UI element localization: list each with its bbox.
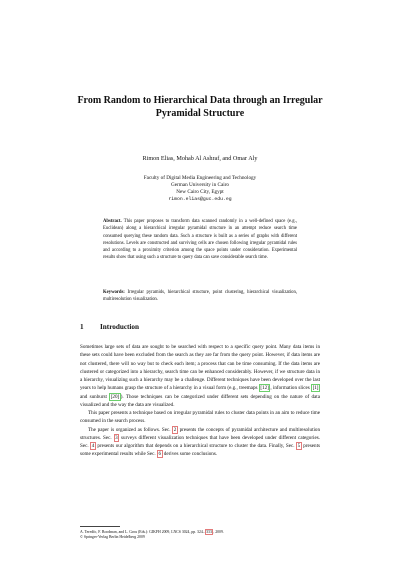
section-ref-link[interactable]: 3 (115, 434, 118, 441)
paragraph-text: The paper is organized as follows. Sec. (88, 426, 173, 433)
abstract (103, 218, 297, 262)
paper-authors: Rimon Elias, Mohab Al Ashraf, and Omar Aly (142, 155, 258, 162)
paragraph (80, 343, 320, 409)
section-heading (80, 323, 139, 331)
keywords-text: Irregular pyramids, hierarchical structure, point clustering, hierarchical visualization, multiresolution visualization. (103, 290, 297, 303)
footer-divider (80, 526, 120, 527)
paragraph: This paper presents a technique based on irregular pyramidal rules to cluster data points in an aim to reduce time consumed in the search process. (80, 410, 320, 425)
body-text (80, 343, 320, 459)
footer-text: A. Teredfo, F. Boodman, and L. Grou (Eds.): GIKFH 2009, LNCS 3024, pp. 324– (80, 530, 205, 534)
paragraph-text: Sometimes large sets of data are sought to be searched with respect to a specific query point. Many data items in these sets could have been excluded from the search as they are far from the query point. However, if data items are not clustered, there will no way but to check each item; a process that can be time consuming. If the data items are clustered or categorized into a hierarchy, search time can be enhanced considerably. However, if we structure data in a hierarchy, visualizing such a hierarchy may be a challenge. Different techniques have been developed over the last years to help humans grasp the structure of a hierarchy in a visual form (e.g., treemaps (80, 344, 320, 392)
abstract-label: Abstract. (103, 219, 122, 224)
section-ref-link[interactable]: 4 (91, 443, 95, 449)
affiliation-line-2: German University in Cairo (170, 182, 230, 188)
paragraph (80, 426, 320, 459)
paragraph-text: , information slices (270, 385, 312, 392)
affiliation (60, 175, 340, 203)
paragraph-text: presents some experimental results while Sec. (80, 443, 321, 458)
section-ref-link[interactable]: 6 (158, 451, 161, 458)
section-ref-link[interactable]: 5 (297, 443, 301, 449)
affiliation-line-1: Faculty of Digital Media Engineering and Technology (143, 175, 257, 181)
paper-title: From Random to Hierarchical Data through an Irregular Pyramidal Structure (77, 95, 323, 119)
paragraph-text: ). Those techniques can be categorized under different sets depending on the nature of data visualized and the way the data are visualized. (80, 393, 320, 408)
paragraph-text: surveys different visualization techniques that have been developed under different categories. Sec. (80, 434, 320, 449)
paragraph-text: presents the concepts of pyramidal architecture and multiresolution structures. Sec. (80, 426, 320, 441)
keywords-label: Keywords: (103, 290, 125, 295)
paragraph-text: presents our algorithm that depends on a hierarchical structure to cluster the data. Finally, Sec. (95, 443, 297, 449)
citation-link[interactable]: [1] (312, 385, 319, 392)
abstract-text: This paper proposes to transform data scanned randomly in a well-defined space (e.g., Euclidean) along a hierarchical irregular pyramidal structure in an attempt reduce search time consumed querying these random data. Such a structure is built as a series of graphs with different resolutions. Levels are constructed and surviving cells are chosen following irregular pyramidal rules and according to a proximity criterion among the space points under consideration. Experimental results show that using such a structure to query data can save considerable search time. (103, 219, 297, 261)
citation-link[interactable]: [12] (260, 385, 269, 392)
author-email[interactable]: rimon.elias@guc.edu.eg (168, 197, 232, 202)
page-ref-link[interactable]: 333 (206, 530, 212, 534)
footer-copyright: © Springer-Verlag Berlin Heidelberg 2009 (80, 535, 145, 540)
paragraph-text: and sunburst (80, 393, 110, 400)
keywords (103, 289, 297, 304)
section-title: Introduction (100, 323, 140, 331)
affiliation-line-3: New Cairo City, Egypt (176, 189, 224, 195)
footer-text: , 2009. (213, 530, 224, 534)
footer (80, 530, 320, 540)
section-number: 1 (80, 323, 84, 331)
citation-link[interactable]: [20] (110, 393, 120, 400)
paragraph-text: derives some conclusions. (162, 451, 218, 458)
section-ref-link[interactable]: 2 (173, 426, 177, 433)
